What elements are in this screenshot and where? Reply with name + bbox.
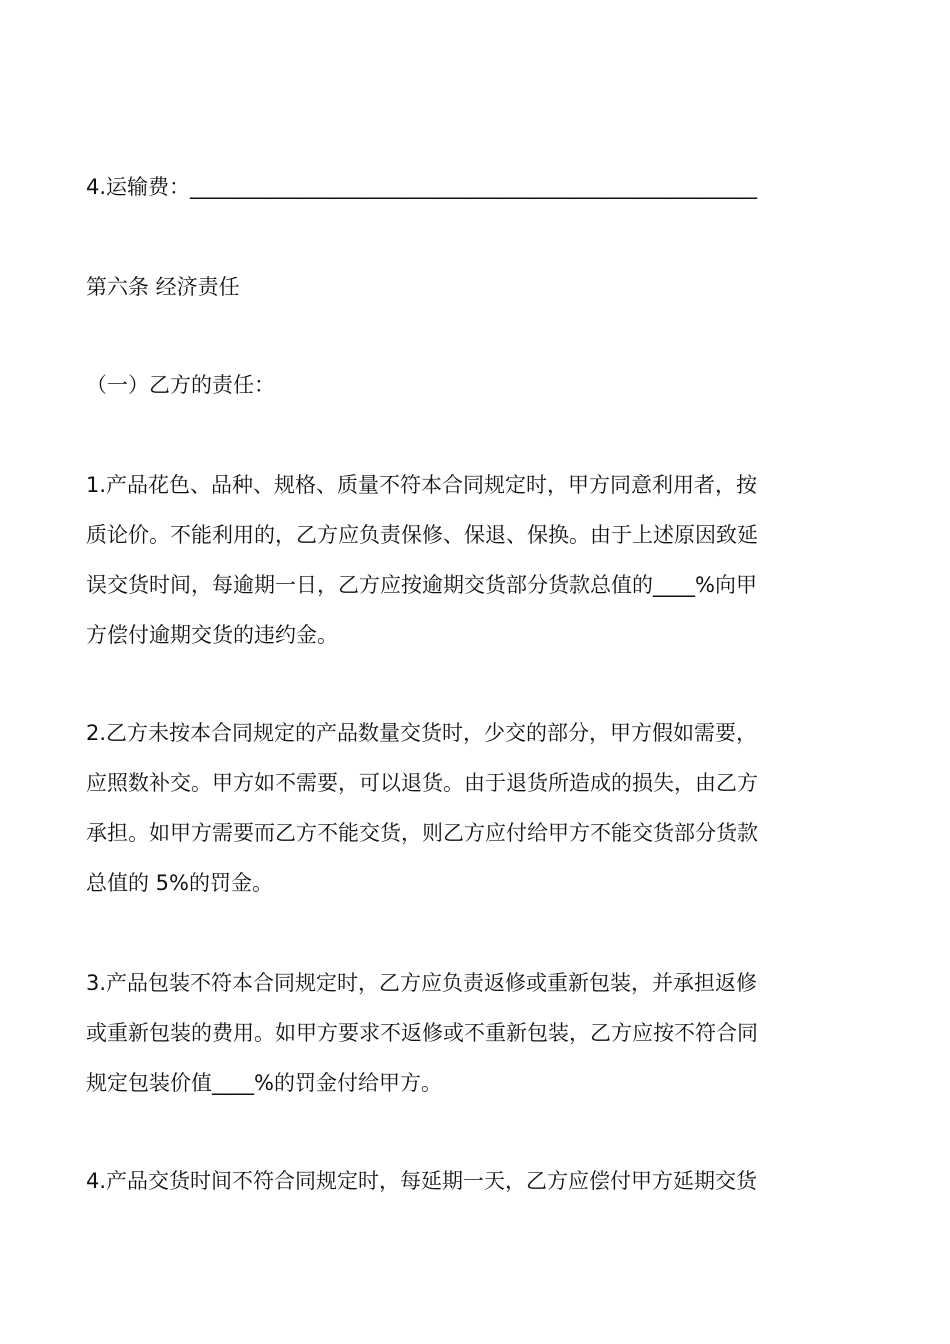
text-line: 2.乙方未按本合同规定的产品数量交货时，少交的部分，甲方假如需要， [86,721,758,745]
text-line: 规定包装价值____%的罚金付给甲方。 [86,1071,442,1095]
transport-fee-line [86,162,866,212]
text-line: 第六条 经济责任 [86,275,240,299]
text-line: 承担。如甲方需要而乙方不能交货，则乙方应付给甲方不能交货部分货款 [86,821,758,845]
text-line: 1.产品花色、品种、规格、质量不符本合同规定时，甲方同意利用者，按 [86,473,758,497]
clause-4-paragraph [86,1156,866,1206]
text-line: 总值的 5%的罚金。 [86,871,273,895]
text-line: 误交货时间，每逾期一日，乙方应按逾期交货部分货款总值的____%向甲 [86,573,757,597]
article-six-heading [86,262,866,312]
party-b-responsibility-heading [86,360,866,410]
text-line: 4.运输费：______________________________________________________ [86,175,758,199]
text-line: （一）乙方的责任： [86,373,275,397]
text-line: 质论价。不能利用的，乙方应负责保修、保退、保换。由于上述原因致延 [86,523,758,547]
text-line: 或重新包装的费用。如甲方要求不返修或不重新包装，乙方应按不符合同 [86,1021,758,1045]
text-line: 应照数补交。甲方如不需要，可以退货。由于退货所造成的损失，由乙方 [86,771,758,795]
text-line: 方偿付逾期交货的违约金。 [86,623,338,647]
clause-2-paragraph [86,708,866,908]
clause-3-paragraph [86,958,866,1108]
clause-1-paragraph [86,460,866,660]
text-line: 4.产品交货时间不符合同规定时，每延期一天，乙方应偿付甲方延期交货 [86,1169,758,1193]
text-line: 3.产品包装不符本合同规定时，乙方应负责返修或重新包装，并承担返修 [86,971,758,995]
